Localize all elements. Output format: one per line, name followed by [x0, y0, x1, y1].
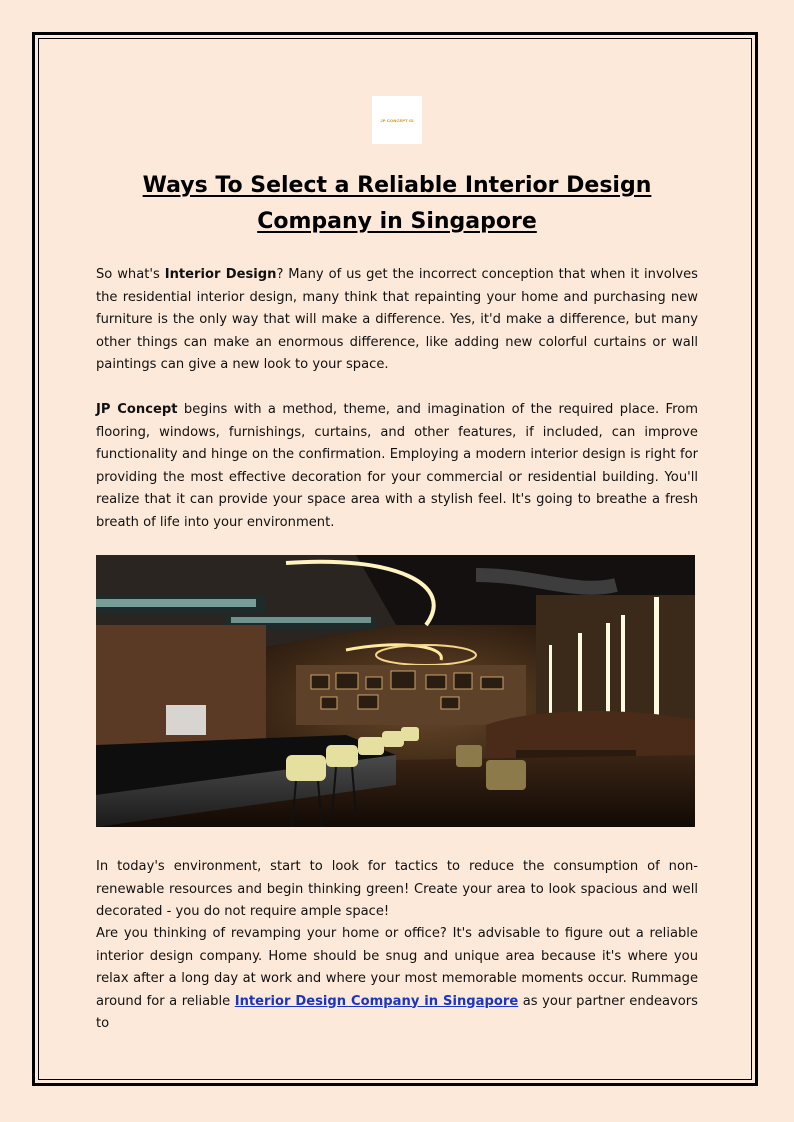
paragraph-revamp-suffix: as your partner endeavors to: [96, 993, 698, 1031]
paragraph-intro-bold: Interior Design: [164, 267, 277, 282]
company-logo: [372, 96, 422, 144]
paragraph-green: In today's environment, start to look for tactics to reduce the consumption of non-renewable resources and begin thinking green! Create your area to look spacious and well decorated - you do not require ample space!: [96, 859, 698, 919]
logo-text: JP CONCEPT ID: [380, 117, 414, 123]
interior-design-company-link[interactable]: Interior Design Company in Singapore: [234, 993, 519, 1009]
paragraph-revamp: [96, 923, 698, 1036]
restaurant-interior-photo: [96, 555, 695, 827]
page-title: Ways To Select a Reliable Interior Design Company in Singapore: [142, 173, 652, 234]
paragraph-intro-suffix: ? Many of us get the incorrect conception that when it involves the residential interior design, many think that repainting your home and purchasing new furniture is the only way that will make a difference. Yes, it'd make a difference, but many other things can make an enormous difference, like adding new colorful curtains or wall paintings can give a new look to your space.: [96, 267, 698, 372]
paragraph-intro-prefix: So what's: [96, 267, 165, 282]
paragraph-jp-concept: [96, 399, 698, 534]
paragraph-jp-concept-bold: JP Concept: [96, 402, 178, 417]
paragraph-jp-concept-text: begins with a method, theme, and imagination of the required place. From flooring, windows, furnishings, curtains, and other features, if included, can improve functionality and hinge on the confirmation. Employing a modern interior design is right for providing the most effective decoration for your commercial or residential building. You'll realize that it can provide your space area with a stylish feel. It's going to breathe a fresh breath of life into your environment.: [96, 402, 698, 530]
paragraph-revamp-prefix: Are you thinking of revamping your home or office? It's advisable to figure out a reliable interior design company. Home should be snug and unique area because it's where you relax after a long day at work and where your most memorable moments occur. Rummage around for a reliable: [96, 926, 698, 1009]
paragraph-intro: [96, 264, 698, 377]
